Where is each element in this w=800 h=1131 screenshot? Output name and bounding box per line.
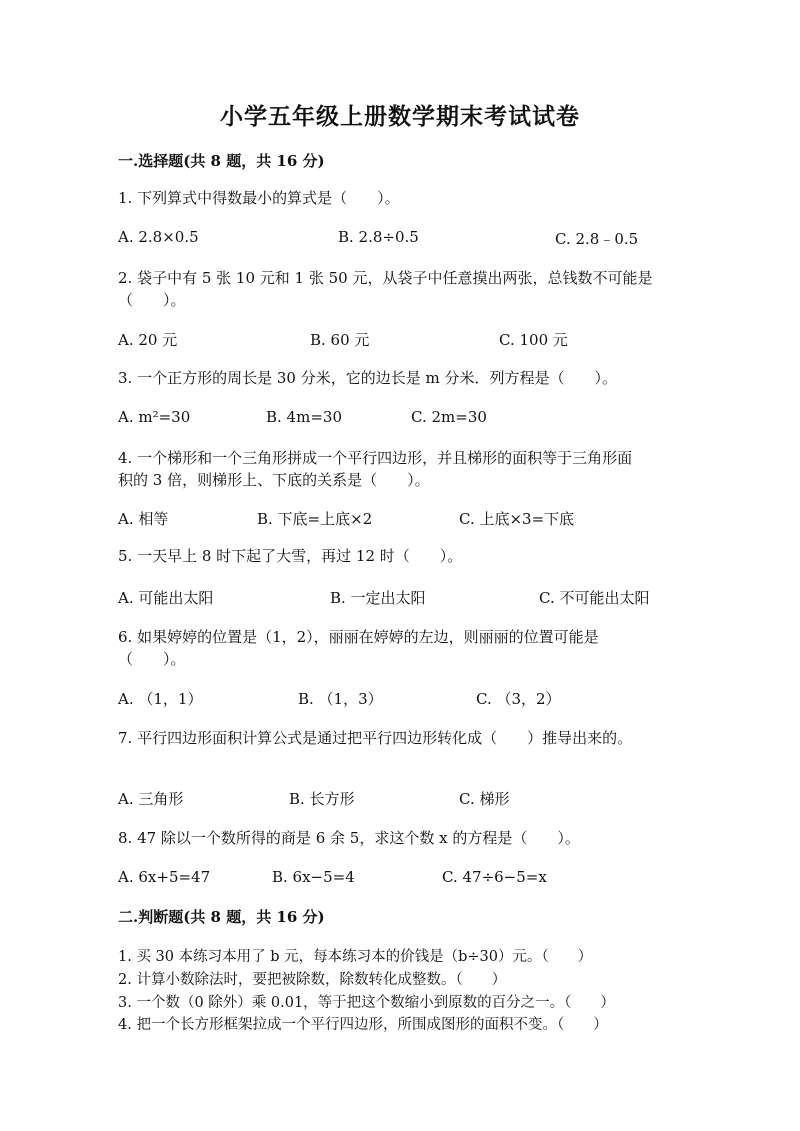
question-4-option-c: C. 上底×3=下底	[459, 510, 575, 528]
question-4-option-b: B. 下底=上底×2	[257, 510, 373, 528]
question-5: 5. 一天早上 8 时下起了大雪，再过 12 时（ ）。	[118, 547, 463, 565]
question-1: 1. 下列算式中得数最小的算式是（ ）。	[118, 189, 400, 207]
question-5-option-b: B. 一定出太阳	[330, 589, 426, 607]
question-6-line-2: （ ）。	[118, 650, 186, 668]
section-heading-judgment: 二.判断题(共 8 题，共 16 分)	[118, 908, 325, 926]
question-8: 8. 47 除以一个数所得的商是 6 余 5，求这个数 x 的方程是（ ）。	[118, 829, 580, 847]
judgment-item-1: 1. 买 30 本练习本用了 b 元，每本练习本的价钱是（b÷30）元。（ ）	[118, 949, 593, 965]
question-1-option-b: B. 2.8÷0.5	[338, 228, 419, 246]
question-2-line-1: 2. 袋子中有 5 张 10 元和 1 张 50 元，从袋子中任意摸出两张，总钱数不可能是	[118, 269, 653, 287]
question-5-option-a: A. 可能出太阳	[118, 589, 214, 607]
question-1-option-c: C. 2.8﹣0.5	[555, 230, 639, 248]
judgment-item-2: 2. 计算小数除法时，要把被除数，除数转化成整数。（ ）	[118, 972, 507, 988]
judgment-item-3: 3. 一个数（0 除外）乘 0.01，等于把这个数缩小到原数的百分之一。（ ）	[118, 995, 615, 1011]
section-heading-choice: 一.选择题(共 8 题，共 16 分)	[118, 152, 325, 170]
question-4-option-a: A. 相等	[118, 510, 169, 528]
question-4-line-2: 积的 3 倍，则梯形上、下底的关系是（ ）。	[118, 471, 430, 489]
question-6-option-c: C. （3，2）	[476, 690, 561, 708]
question-8-option-a: A. 6x+5=47	[118, 868, 211, 886]
question-4-line-1: 4. 一个梯形和一个三角形拼成一个平行四边形，并且梯形的面积等于三角形面	[118, 449, 633, 467]
question-7-option-a: A. 三角形	[118, 790, 184, 808]
question-2-option-c: C. 100 元	[499, 331, 568, 349]
question-3: 3. 一个正方形的周长是 30 分米，它的边长是 m 分米．列方程是（ ）。	[118, 369, 617, 387]
question-5-option-c: C. 不可能出太阳	[539, 589, 650, 607]
question-6-line-1: 6. 如果婷婷的位置是（1，2），丽丽在婷婷的左边，则丽丽的位置可能是	[118, 628, 599, 646]
question-6-option-b: B. （1，3）	[298, 690, 383, 708]
question-1-option-a: A. 2.8×0.5	[118, 228, 199, 246]
question-7-option-b: B. 长方形	[289, 790, 355, 808]
question-7-option-c: C. 梯形	[459, 790, 510, 808]
page-title: 小学五年级上册数学期末考试试卷	[220, 103, 580, 130]
question-3-option-c: C. 2m=30	[411, 408, 487, 426]
question-2-option-b: B. 60 元	[310, 331, 370, 349]
question-7: 7. 平行四边形面积计算公式是通过把平行四边形转化成（ ）推导出来的。	[118, 729, 633, 747]
question-3-option-a: A. m²=30	[118, 408, 191, 426]
question-6-option-a: A. （1，1）	[118, 690, 203, 708]
question-8-option-c: C. 47÷6−5=x	[442, 868, 547, 886]
question-8-option-b: B. 6x−5=4	[272, 868, 355, 886]
question-3-option-b: B. 4m=30	[266, 408, 342, 426]
question-2-line-2: （ ）。	[118, 291, 186, 309]
judgment-item-4: 4. 把一个长方形框架拉成一个平行四边形，所围成图形的面积不变。（ ）	[118, 1017, 608, 1033]
question-2-option-a: A. 20 元	[118, 331, 178, 349]
